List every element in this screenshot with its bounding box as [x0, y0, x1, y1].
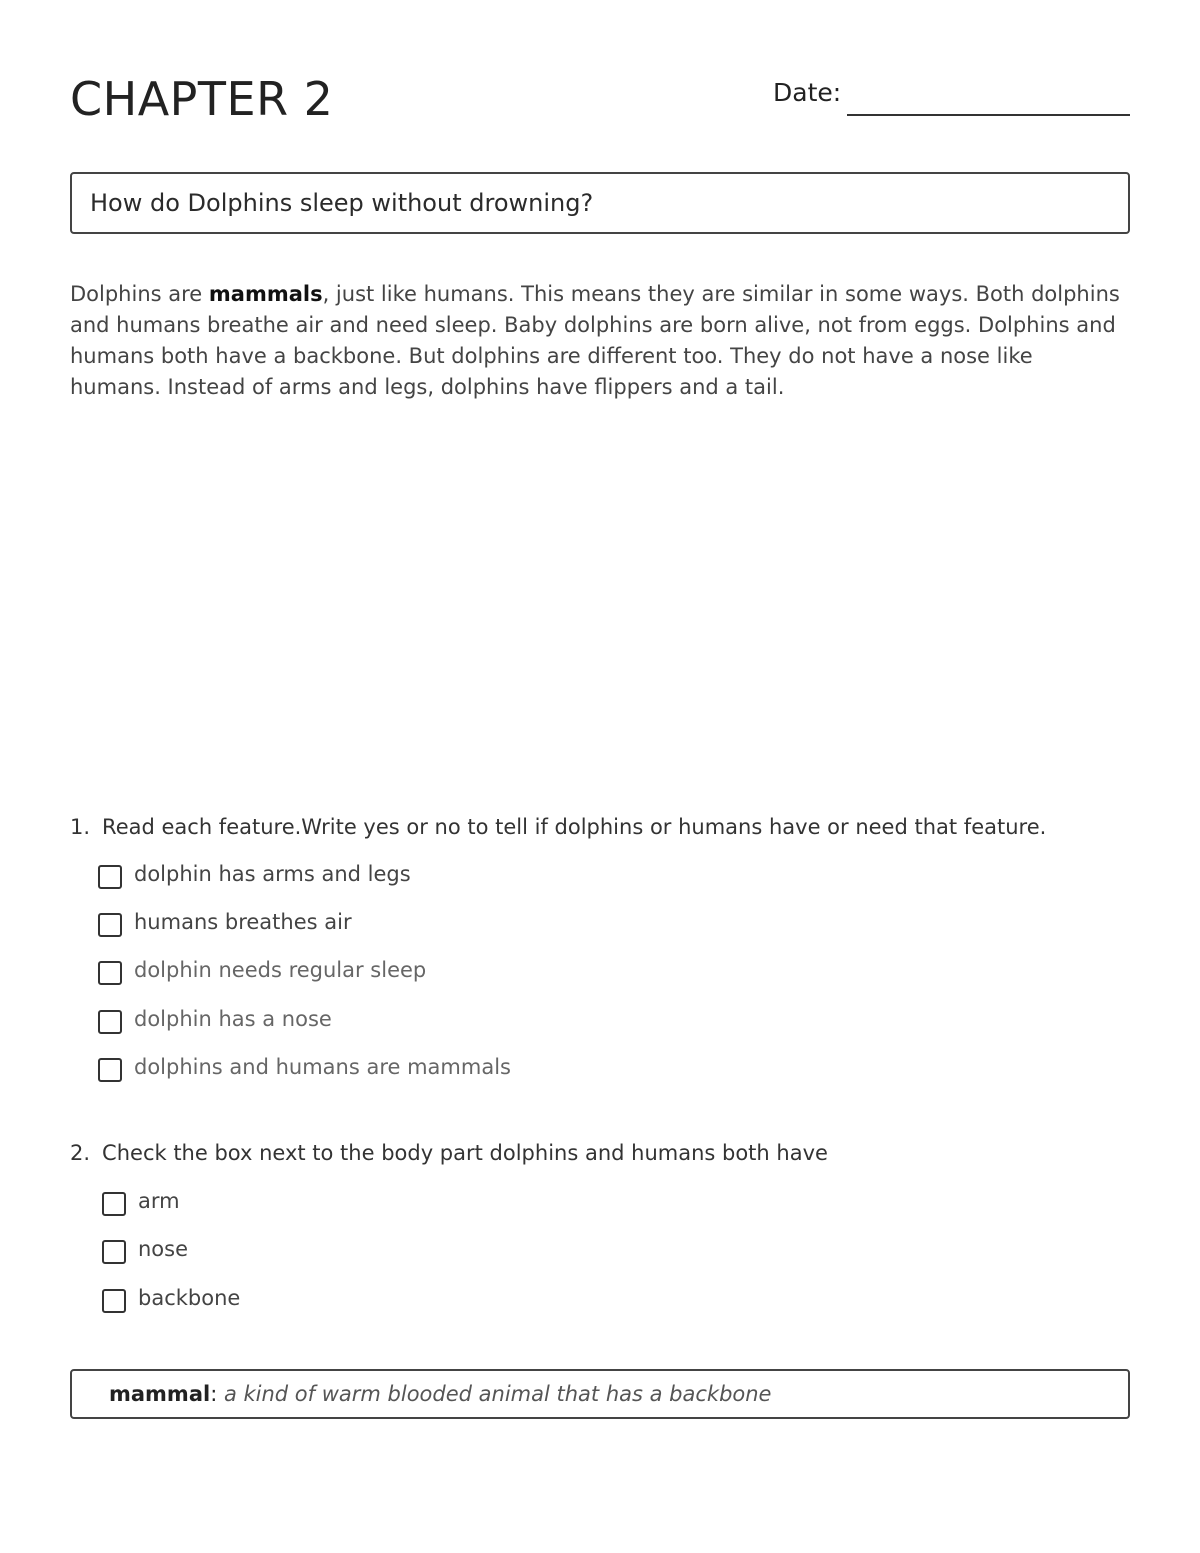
checkbox[interactable]: [98, 865, 122, 889]
date-label: Date:: [773, 78, 842, 107]
question-2-number: 2.: [70, 1141, 91, 1165]
question-2-prompt: [70, 1141, 828, 1165]
checkbox[interactable]: [102, 1240, 126, 1264]
checkbox[interactable]: [98, 913, 122, 937]
q2-option-nose-label: nose: [138, 1237, 189, 1261]
checkbox[interactable]: [98, 1010, 122, 1034]
definition-box: [70, 1369, 1130, 1419]
chapter-title: CHAPTER 2: [70, 72, 334, 126]
definition-separator: :: [210, 1382, 224, 1406]
question-1-text: Read each feature.Write yes or no to tell if dolphins or humans have or need that feature.: [102, 815, 1047, 839]
question-1-prompt: [70, 815, 1046, 839]
definition-term: mammal: [109, 1382, 211, 1406]
checkbox[interactable]: [98, 1058, 122, 1082]
intro-text-after: , just like humans. This means they are similar in some ways. Both dolphins and humans breathe air and need sleep. Baby dolphins are born alive, not from eggs. Dolphins and humans both have a backbone. But dolphins are different too. They do not have a nose like humans. Instead of arms and legs, dolphins have flippers and a tail.: [70, 282, 1120, 399]
date-blank-line[interactable]: [847, 114, 1130, 116]
question-2-text: Check the box next to the body part dolphins and humans both have: [102, 1141, 828, 1165]
checkbox[interactable]: [98, 961, 122, 985]
main-question-box: [70, 172, 1130, 234]
q2-option-arm-label: arm: [138, 1189, 180, 1213]
definition-line: [109, 1382, 771, 1406]
q2-option-backbone-label: backbone: [138, 1286, 241, 1310]
q1-option-3-label: dolphin needs regular sleep: [134, 958, 427, 982]
q1-option-5-label: dolphins and humans are mammals: [134, 1055, 511, 1079]
q1-option-1-label: dolphin has arms and legs: [134, 862, 411, 886]
checkbox[interactable]: [102, 1289, 126, 1313]
q1-option-4-label: dolphin has a nose: [134, 1007, 332, 1031]
question-1-number: 1.: [70, 815, 91, 839]
intro-bold-term: mammals: [208, 282, 323, 306]
intro-paragraph: [70, 279, 1130, 403]
checkbox[interactable]: [102, 1192, 126, 1216]
main-question-text: How do Dolphins sleep without drowning?: [90, 189, 594, 217]
intro-text-before: Dolphins are: [70, 282, 209, 306]
q1-option-2-label: humans breathes air: [134, 910, 352, 934]
definition-text: a kind of warm blooded animal that has a backbone: [223, 1382, 772, 1406]
